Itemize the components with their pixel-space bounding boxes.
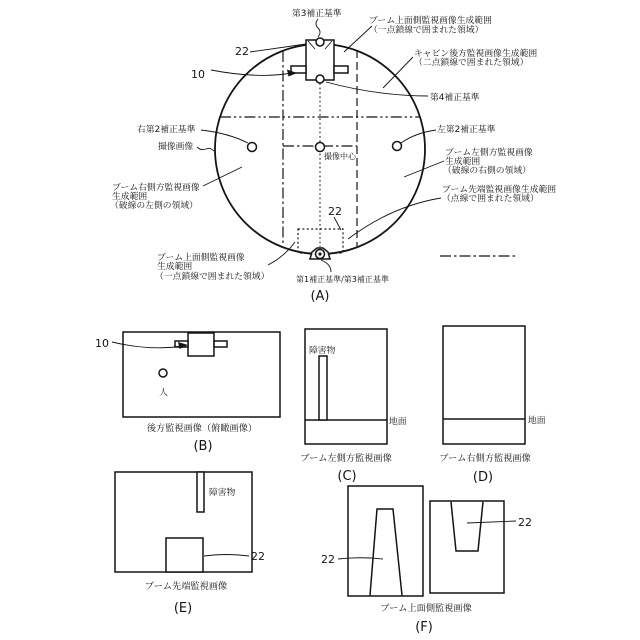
figure-b-group	[95, 332, 280, 454]
leader-bottom-range	[268, 242, 295, 265]
label-ref3: 第3補正基準	[292, 9, 342, 19]
label-left-side-3: （破線の右側の領域）	[443, 166, 531, 176]
capture-center-point	[316, 143, 325, 152]
leader-top-range	[344, 26, 372, 52]
fig-d-title: ブーム右側方監視画像	[439, 453, 531, 464]
figure-e-caption: (E)	[173, 601, 193, 616]
fig-b-title: 後方監視画像（俯瞰画像）	[146, 423, 258, 434]
fig-c-title: ブーム左側方監視画像	[300, 453, 392, 464]
label-10: 10	[191, 68, 205, 81]
figure-f-caption: (F)	[415, 620, 433, 635]
fig-f-left-frame	[348, 486, 423, 596]
figure-d-caption: (D)	[472, 470, 494, 485]
fig-f-right-boom	[451, 502, 483, 551]
leader-ref3	[316, 19, 320, 37]
label-tip-1: ブーム先端監視画像生成範囲	[442, 185, 557, 195]
label-bottom-range-1: ブーム上面側監視画像	[157, 253, 245, 263]
label-captured-image: 撮像画像	[158, 142, 194, 152]
figure-c-group	[300, 329, 407, 484]
fig-c-obstacle	[319, 356, 327, 420]
figure-d-group	[439, 326, 546, 485]
fig-f-right-frame	[430, 501, 504, 593]
label-right-side-3: （破線の左側の領域）	[110, 201, 198, 211]
fig-d-frame	[443, 326, 525, 444]
fig-c-obstacle-label: 障害物	[309, 346, 336, 356]
machine-right-lug	[334, 66, 348, 73]
label-top-range-2: （一点鎖線で囲まれた領域）	[369, 25, 484, 36]
label-top-range-1: ブーム上面側監視画像生成範囲	[369, 16, 492, 26]
label-right-ref2: 右第2補正基準	[137, 125, 196, 135]
leader-tip	[348, 198, 441, 239]
fig-e-obstacle	[197, 472, 204, 512]
fig-f-right-leader-22	[467, 521, 516, 523]
ref3-point	[316, 38, 324, 46]
label-cabin-1: キャビン後方監視画像生成範囲	[414, 49, 538, 59]
leader-left-ref2	[401, 130, 436, 143]
fig-e-boom	[166, 538, 203, 572]
right-ref2-point	[248, 143, 257, 152]
label-bottom-range-3: （一点鎖線で囲まれた領域）	[155, 272, 270, 282]
label-ref4: 第4補正基準	[430, 93, 480, 103]
label-left-ref2: 左第2補正基準	[437, 125, 496, 135]
fig-f-title: ブーム上面側監視画像	[380, 603, 472, 614]
fig-e-leader-22	[204, 555, 249, 557]
leader-ref1-ref3	[321, 260, 331, 272]
fig-f-right-label-22: 22	[518, 516, 532, 529]
figure-f-group	[321, 486, 532, 635]
ref1-point-dot	[318, 252, 321, 255]
label-right-side-1: ブーム右側方監視画像	[112, 183, 200, 193]
fig-c-ground-label: 地面	[389, 417, 407, 427]
label-cabin-2: （二点鎖線で囲まれた領域）	[414, 58, 529, 68]
leader-ref4	[326, 82, 428, 96]
fig-f-left-boom	[370, 509, 402, 595]
fig-d-ground-label: 地面	[528, 416, 546, 426]
label-right-side-2: 生成範囲	[112, 192, 148, 202]
figure-a-group	[110, 7, 556, 304]
figure-e-group	[115, 472, 265, 616]
fig-b-label-10: 10	[95, 337, 109, 350]
label-22-top: 22	[235, 45, 249, 58]
fig-b-person-head	[159, 369, 167, 377]
fig-b-machine-right-lug	[214, 341, 227, 347]
fig-e-obstacle-label: 障害物	[209, 488, 236, 498]
label-22-bottom: 22	[328, 205, 342, 218]
figure-a-caption: (A)	[310, 289, 330, 304]
label-ref1-ref3: 第1補正基準/第3補正基準	[296, 275, 389, 284]
leader-right-side	[203, 167, 242, 186]
fig-b-person-label: 人	[159, 388, 168, 398]
leader-22-top	[250, 44, 306, 52]
leader-22-bottom	[334, 217, 341, 230]
fig-f-left-label-22: 22	[321, 553, 335, 566]
fig-b-machine-body	[188, 333, 214, 356]
label-capture-center: 撮像中心	[324, 152, 356, 161]
label-tip-2: （点線で囲まれた領域）	[442, 194, 539, 204]
left-ref2-point	[393, 142, 402, 151]
fig-e-label-22: 22	[251, 550, 265, 563]
leader-10-arrow	[211, 70, 292, 75]
fig-f-left-leader-22	[338, 558, 383, 559]
label-left-side-2: 生成範囲	[445, 157, 481, 167]
leader-cabin	[383, 57, 413, 88]
leader-captured-image	[197, 147, 214, 151]
figure-c-caption: (C)	[337, 469, 357, 484]
leader-right-ref2	[201, 130, 248, 143]
ref4-point	[316, 75, 324, 83]
label-left-side-1: ブーム左側方監視画像	[445, 148, 533, 158]
figure-b-caption: (B)	[193, 439, 213, 454]
label-bottom-range-2: 生成範囲	[157, 262, 193, 272]
fig-e-title: ブーム先端監視画像	[144, 581, 228, 592]
